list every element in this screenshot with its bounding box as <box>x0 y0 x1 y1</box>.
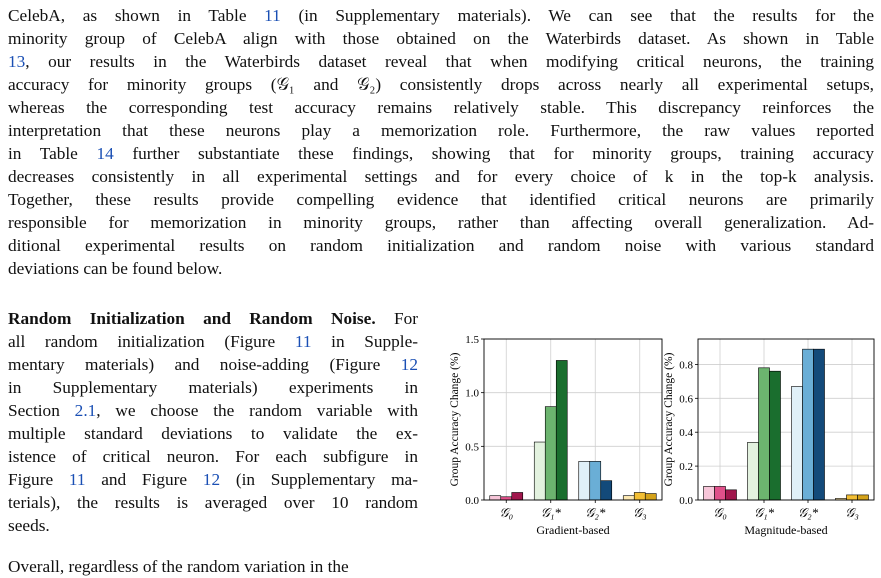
text-run: responsible for memorization in minority groups, rather than affecting overall generalization. Ad- <box>8 213 874 232</box>
text-run: in Table <box>8 144 97 163</box>
cross-reference-link[interactable]: 11 <box>68 470 86 489</box>
cross-reference-link[interactable]: 12 <box>202 470 221 489</box>
bar <box>792 386 803 500</box>
paragraph-2-line <box>8 468 418 491</box>
bar <box>704 486 715 500</box>
paragraph-2-line <box>8 422 418 445</box>
y-tick-label: 0.6 <box>679 393 693 406</box>
x-tick-label: 𝒢₂* <box>797 505 819 520</box>
bar <box>715 486 726 500</box>
text-run: all random initialization (Figure <box>8 332 295 351</box>
paragraph-2-line <box>8 445 418 468</box>
text-run: accuracy for minority groups (𝒢₁ and 𝒢₂) consistently drops across nearly all experimental setups, <box>8 75 874 94</box>
x-tick-label: 𝒢₁* <box>753 505 775 520</box>
text-run: seeds. <box>8 516 50 535</box>
bar <box>623 496 634 500</box>
cross-reference-link[interactable]: 11 <box>294 332 312 351</box>
text-run: in Supple- <box>311 332 419 351</box>
text-run: multiple standard deviations to validate the ex- <box>8 424 418 443</box>
bar <box>858 495 869 500</box>
bar <box>803 349 814 500</box>
x-tick-label: 𝒢₀ <box>713 505 727 520</box>
axes-frame <box>698 339 874 500</box>
x-tick-label: 𝒢₃ <box>845 505 859 520</box>
text-run: Together, these results provide compelling evidence that identified critical neurons are primarily <box>8 190 874 209</box>
text-run: ditional experimental results on random initialization and random noise with various standard <box>8 236 874 255</box>
text-run: terials), the results is averaged over 10 random <box>8 493 418 512</box>
axes-frame <box>484 339 662 500</box>
y-tick-label: 0.0 <box>465 495 479 507</box>
paragraph-2-line <box>8 399 418 422</box>
paragraph-1-line <box>8 4 874 27</box>
text-run: interpretation that these neurons play a memorization role. Furthermore, the raw values reported <box>8 121 874 140</box>
bar <box>645 494 656 500</box>
bar <box>814 349 825 500</box>
text-run: deviations can be found below. <box>8 259 223 278</box>
text-run: istence of critical neuron. For each subfigure in <box>8 447 418 466</box>
y-tick-label: 0.2 <box>679 461 693 474</box>
text-run: decreases consistently in all experimental settings and for every choice of k in the top-k analysis. <box>8 167 874 186</box>
bar <box>634 492 645 500</box>
y-tick-label: 0.4 <box>679 427 693 440</box>
x-tick-label: 𝒢₂* <box>585 505 606 520</box>
paragraph-1-line <box>8 188 874 211</box>
bar <box>490 496 501 500</box>
y-tick-label: 0.0 <box>679 495 693 507</box>
bar <box>759 368 770 500</box>
paragraph-2 <box>8 307 418 537</box>
bar <box>770 371 781 500</box>
text-run: For <box>375 309 418 328</box>
bar <box>847 495 858 500</box>
cross-reference-link[interactable]: 2.1 <box>74 401 97 420</box>
bar <box>590 461 601 500</box>
paragraph-1 <box>8 4 874 280</box>
paragraph-2-line <box>8 307 418 330</box>
y-axis-label: Group Accuracy Change (%) <box>449 352 461 487</box>
text-run: Section <box>8 401 75 420</box>
paragraph-1-line <box>8 50 874 73</box>
text-run: CelebA, as shown in Table <box>8 6 265 25</box>
text-run: and Figure <box>85 470 203 489</box>
x-tick-label: 𝒢₃ <box>632 505 647 520</box>
paragraph-1-line <box>8 234 874 257</box>
paragraph-1-line <box>8 119 874 142</box>
y-tick-label: 1.0 <box>465 387 479 400</box>
text-run: Figure <box>8 470 69 489</box>
bar <box>726 490 737 500</box>
y-tick-label: 1.5 <box>465 334 479 346</box>
partial-line: Overall, regardless of the random variation in the <box>8 557 349 576</box>
cross-reference-link[interactable]: 14 <box>96 144 114 163</box>
figure-accuracy-change <box>446 325 876 555</box>
y-tick-label: 0.8 <box>679 359 693 372</box>
x-axis-label: Magnitude-based <box>744 523 828 537</box>
bar <box>512 492 523 500</box>
bar <box>501 497 512 500</box>
bar <box>556 360 567 500</box>
paragraph-2-line <box>8 330 418 353</box>
paragraph-3-partial <box>8 555 418 578</box>
text-run: minority group of CelebA align with those obtained on the Waterbirds dataset. As shown in Table <box>8 29 874 48</box>
paragraph-2-line <box>8 376 418 399</box>
paragraph-1-line <box>8 27 874 50</box>
paragraph-1-line <box>8 211 874 234</box>
cross-reference-link[interactable]: 11 <box>264 6 281 25</box>
bar <box>601 481 612 500</box>
paragraph-2-line <box>8 353 418 376</box>
text-run: further substantiate these findings, showing that for minority groups, training accuracy <box>113 144 874 163</box>
cross-reference-link[interactable]: 13 <box>8 52 26 71</box>
text-run: whereas the corresponding test accuracy remains relatively stable. This discrepancy reinforces the <box>8 98 874 117</box>
x-tick-label: 𝒢₀ <box>499 505 514 520</box>
x-axis-label: Gradient-based <box>536 523 610 537</box>
bar <box>579 461 590 500</box>
text-run: (in Supplementary ma- <box>220 470 418 489</box>
paragraph-2-line <box>8 514 418 537</box>
paragraph-1-line <box>8 73 874 96</box>
text-run: (in Supplementary materials). We can see that the results for the <box>280 6 874 25</box>
text-run: mentary materials) and noise-adding (Figure <box>8 355 401 374</box>
bar <box>545 407 556 500</box>
paragraph-heading: Random Initialization and Random Noise. <box>8 309 376 328</box>
y-tick-label: 0.5 <box>465 441 479 454</box>
paragraph-1-line <box>8 142 874 165</box>
text-run: in Supplementary materials) experiments in <box>8 378 418 397</box>
cross-reference-link[interactable]: 12 <box>400 355 418 374</box>
y-axis-label: Group Accuracy Change (%) <box>663 352 675 487</box>
paragraph-2-line <box>8 491 418 514</box>
paragraph-1-line <box>8 257 874 280</box>
bar <box>534 442 545 500</box>
bar <box>748 442 759 500</box>
text-run: , we choose the random variable with <box>96 401 419 420</box>
text-run: , our results in the Waterbirds dataset reveal that when modifying critical neurons, the training <box>25 52 874 71</box>
paragraph-1-line <box>8 96 874 119</box>
paragraph-1-line <box>8 165 874 188</box>
chart-svg <box>446 325 876 555</box>
x-tick-label: 𝒢₁* <box>540 505 561 520</box>
